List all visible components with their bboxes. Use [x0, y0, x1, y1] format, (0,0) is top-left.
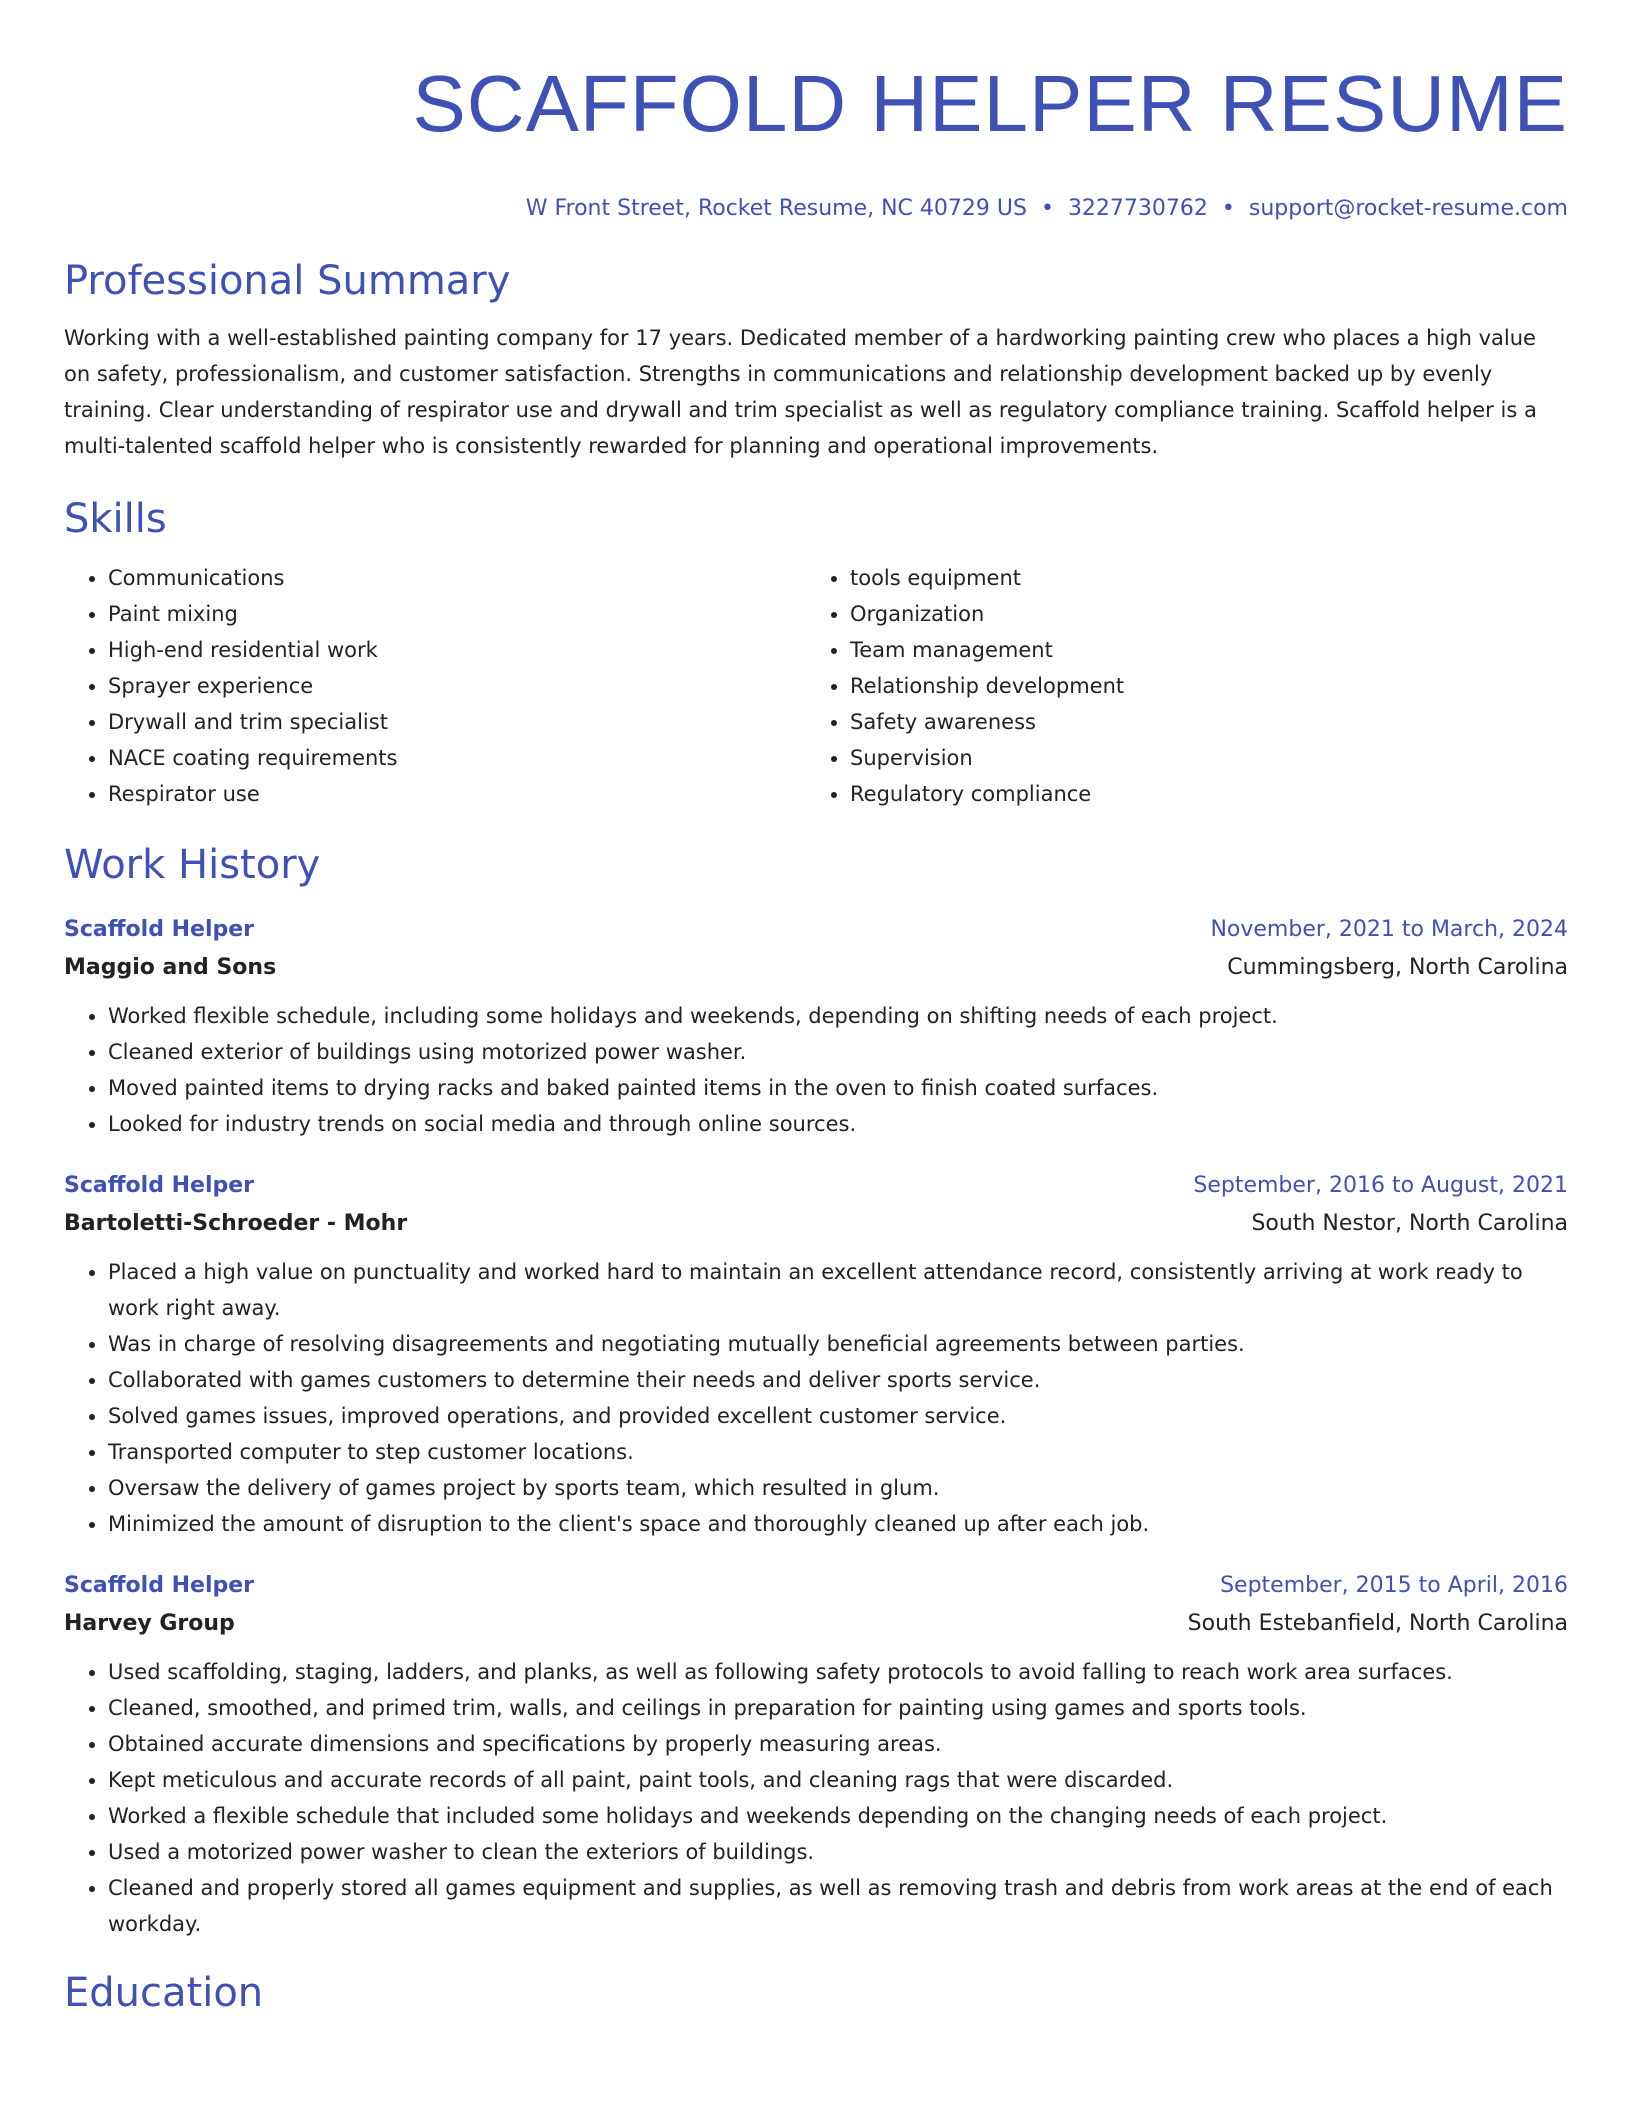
skills-list: [64, 560, 1568, 812]
job-company-row: [64, 1604, 1568, 1644]
resume-name: SCAFFOLD HELPER RESUME: [412, 59, 1568, 148]
work-history-list: [64, 912, 1568, 1942]
job-bullet: • Looked for industry trends on social media and through online sources.: [108, 1106, 1568, 1142]
skill-item: • Team management: [850, 632, 1548, 668]
job-location: South Estebanfield, North Carolina: [1187, 1611, 1568, 1636]
skill-item: • Safety awareness: [850, 704, 1548, 740]
job-title: Scaffold Helper: [64, 1573, 255, 1598]
job-bullet: • Used a motorized power washer to clean the exteriors of buildings.: [108, 1834, 1568, 1870]
job-bullet: • Collaborated with games customers to determine their needs and deliver sports service.: [108, 1362, 1568, 1398]
skills-column-left: [64, 560, 806, 812]
job-dates: September, 2015 to April, 2016: [1220, 1573, 1568, 1598]
skill-item: • Regulatory compliance: [850, 776, 1548, 812]
job-bullet: • Transported computer to step customer locations.: [108, 1434, 1568, 1470]
job-bullet: • Cleaned exterior of buildings using motorized power washer.: [108, 1034, 1568, 1070]
contact-phone: 3227730762: [1067, 196, 1208, 221]
job-bullet: • Minimized the amount of disruption to the client's space and thoroughly cleaned up after each job.: [108, 1506, 1568, 1542]
job-bullet: • Obtained accurate dimensions and specifications by properly measuring areas.: [108, 1726, 1568, 1762]
job-bullet: • Used scaffolding, staging, ladders, and planks, as well as following safety protocols to avoid falling to reach work area surfaces.: [108, 1654, 1568, 1690]
skill-item: • Sprayer experience: [108, 668, 806, 704]
skill-item: • Communications: [108, 560, 806, 596]
job-dates: September, 2016 to August, 2021: [1193, 1173, 1568, 1198]
job-title-row: [64, 1568, 1568, 1604]
job-bullet: • Placed a high value on punctuality and worked hard to maintain an excellent attendance record, consistently arriving at work ready to work right away.: [108, 1254, 1568, 1326]
job-bullet: • Worked flexible schedule, including some holidays and weekends, depending on shifting needs of each project.: [108, 998, 1568, 1034]
job-location: South Nestor, North Carolina: [1251, 1211, 1568, 1236]
job-bullet: • Cleaned and properly stored all games equipment and supplies, as well as removing trash and debris from work areas at the end of each workday.: [108, 1870, 1568, 1942]
contact-separator: •: [1221, 196, 1235, 221]
job-title: Scaffold Helper: [64, 1173, 255, 1198]
contact-email[interactable]: support@rocket-resume.com: [1248, 196, 1568, 221]
job-title-row: [64, 912, 1568, 948]
job-company-row: [64, 1204, 1568, 1244]
job-bullet: • Was in charge of resolving disagreements and negotiating mutually beneficial agreements between parties.: [108, 1326, 1568, 1362]
job-title-row: [64, 1168, 1568, 1204]
job-company: Maggio and Sons: [64, 955, 277, 980]
job-bullet: • Moved painted items to drying racks and baked painted items in the oven to finish coated surfaces.: [108, 1070, 1568, 1106]
job-bullet: • Worked a flexible schedule that included some holidays and weekends depending on the changing needs of each project.: [108, 1798, 1568, 1834]
summary-text: Working with a well-established painting company for 17 years. Dedicated member of a hardworking painting crew who places a high value on safety, professionalism, and customer satisfaction. Strengths in communications and relationship development backed up by evenly training. Clear understanding of respirator use and drywall and trim specialist as well as regulatory compliance training. Scaffold helper is a multi-talented scaffold helper who is consistently rewarded for planning and operational improvements.: [64, 326, 1537, 458]
job-entry: [64, 1568, 1568, 1942]
skills-column-right: [806, 560, 1548, 812]
job-company: Bartoletti-Schroeder - Mohr: [64, 1211, 408, 1236]
job-location: Cummingsberg, North Carolina: [1227, 955, 1568, 980]
contact-line: [64, 194, 1568, 224]
job-company-row: [64, 948, 1568, 988]
skill-item: • Organization: [850, 596, 1548, 632]
job-dates: November, 2021 to March, 2024: [1210, 917, 1568, 942]
section-title-work-history: Work History: [64, 842, 321, 888]
resume-header: [64, 56, 1568, 224]
job-bullets: [64, 998, 1568, 1142]
job-bullet: • Oversaw the delivery of games project by sports team, which resulted in glum.: [108, 1470, 1568, 1506]
job-bullets: [64, 1254, 1568, 1542]
skill-item: • Relationship development: [850, 668, 1548, 704]
skill-item: • Respirator use: [108, 776, 806, 812]
skill-item: • Drywall and trim specialist: [108, 704, 806, 740]
section-title-summary: Professional Summary: [64, 258, 511, 304]
job-title: Scaffold Helper: [64, 917, 255, 942]
contact-separator: •: [1040, 196, 1054, 221]
skill-item: • High-end residential work: [108, 632, 806, 668]
section-title-skills: Skills: [64, 496, 167, 542]
job-bullet: • Kept meticulous and accurate records of all paint, paint tools, and cleaning rags that were discarded.: [108, 1762, 1568, 1798]
section-title-education: Education: [64, 1970, 264, 2016]
job-entry: [64, 912, 1568, 1142]
skill-item: • Supervision: [850, 740, 1548, 776]
skill-item: • Paint mixing: [108, 596, 806, 632]
contact-address: W Front Street, Rocket Resume, NC 40729 US: [525, 196, 1027, 221]
skill-item: • tools equipment: [850, 560, 1548, 596]
job-company: Harvey Group: [64, 1611, 235, 1636]
job-bullet: • Solved games issues, improved operations, and provided excellent customer service.: [108, 1398, 1568, 1434]
skill-item: • NACE coating requirements: [108, 740, 806, 776]
job-entry: [64, 1168, 1568, 1542]
job-bullets: [64, 1654, 1568, 1942]
job-bullet: • Cleaned, smoothed, and primed trim, walls, and ceilings in preparation for painting using games and sports tools.: [108, 1690, 1568, 1726]
